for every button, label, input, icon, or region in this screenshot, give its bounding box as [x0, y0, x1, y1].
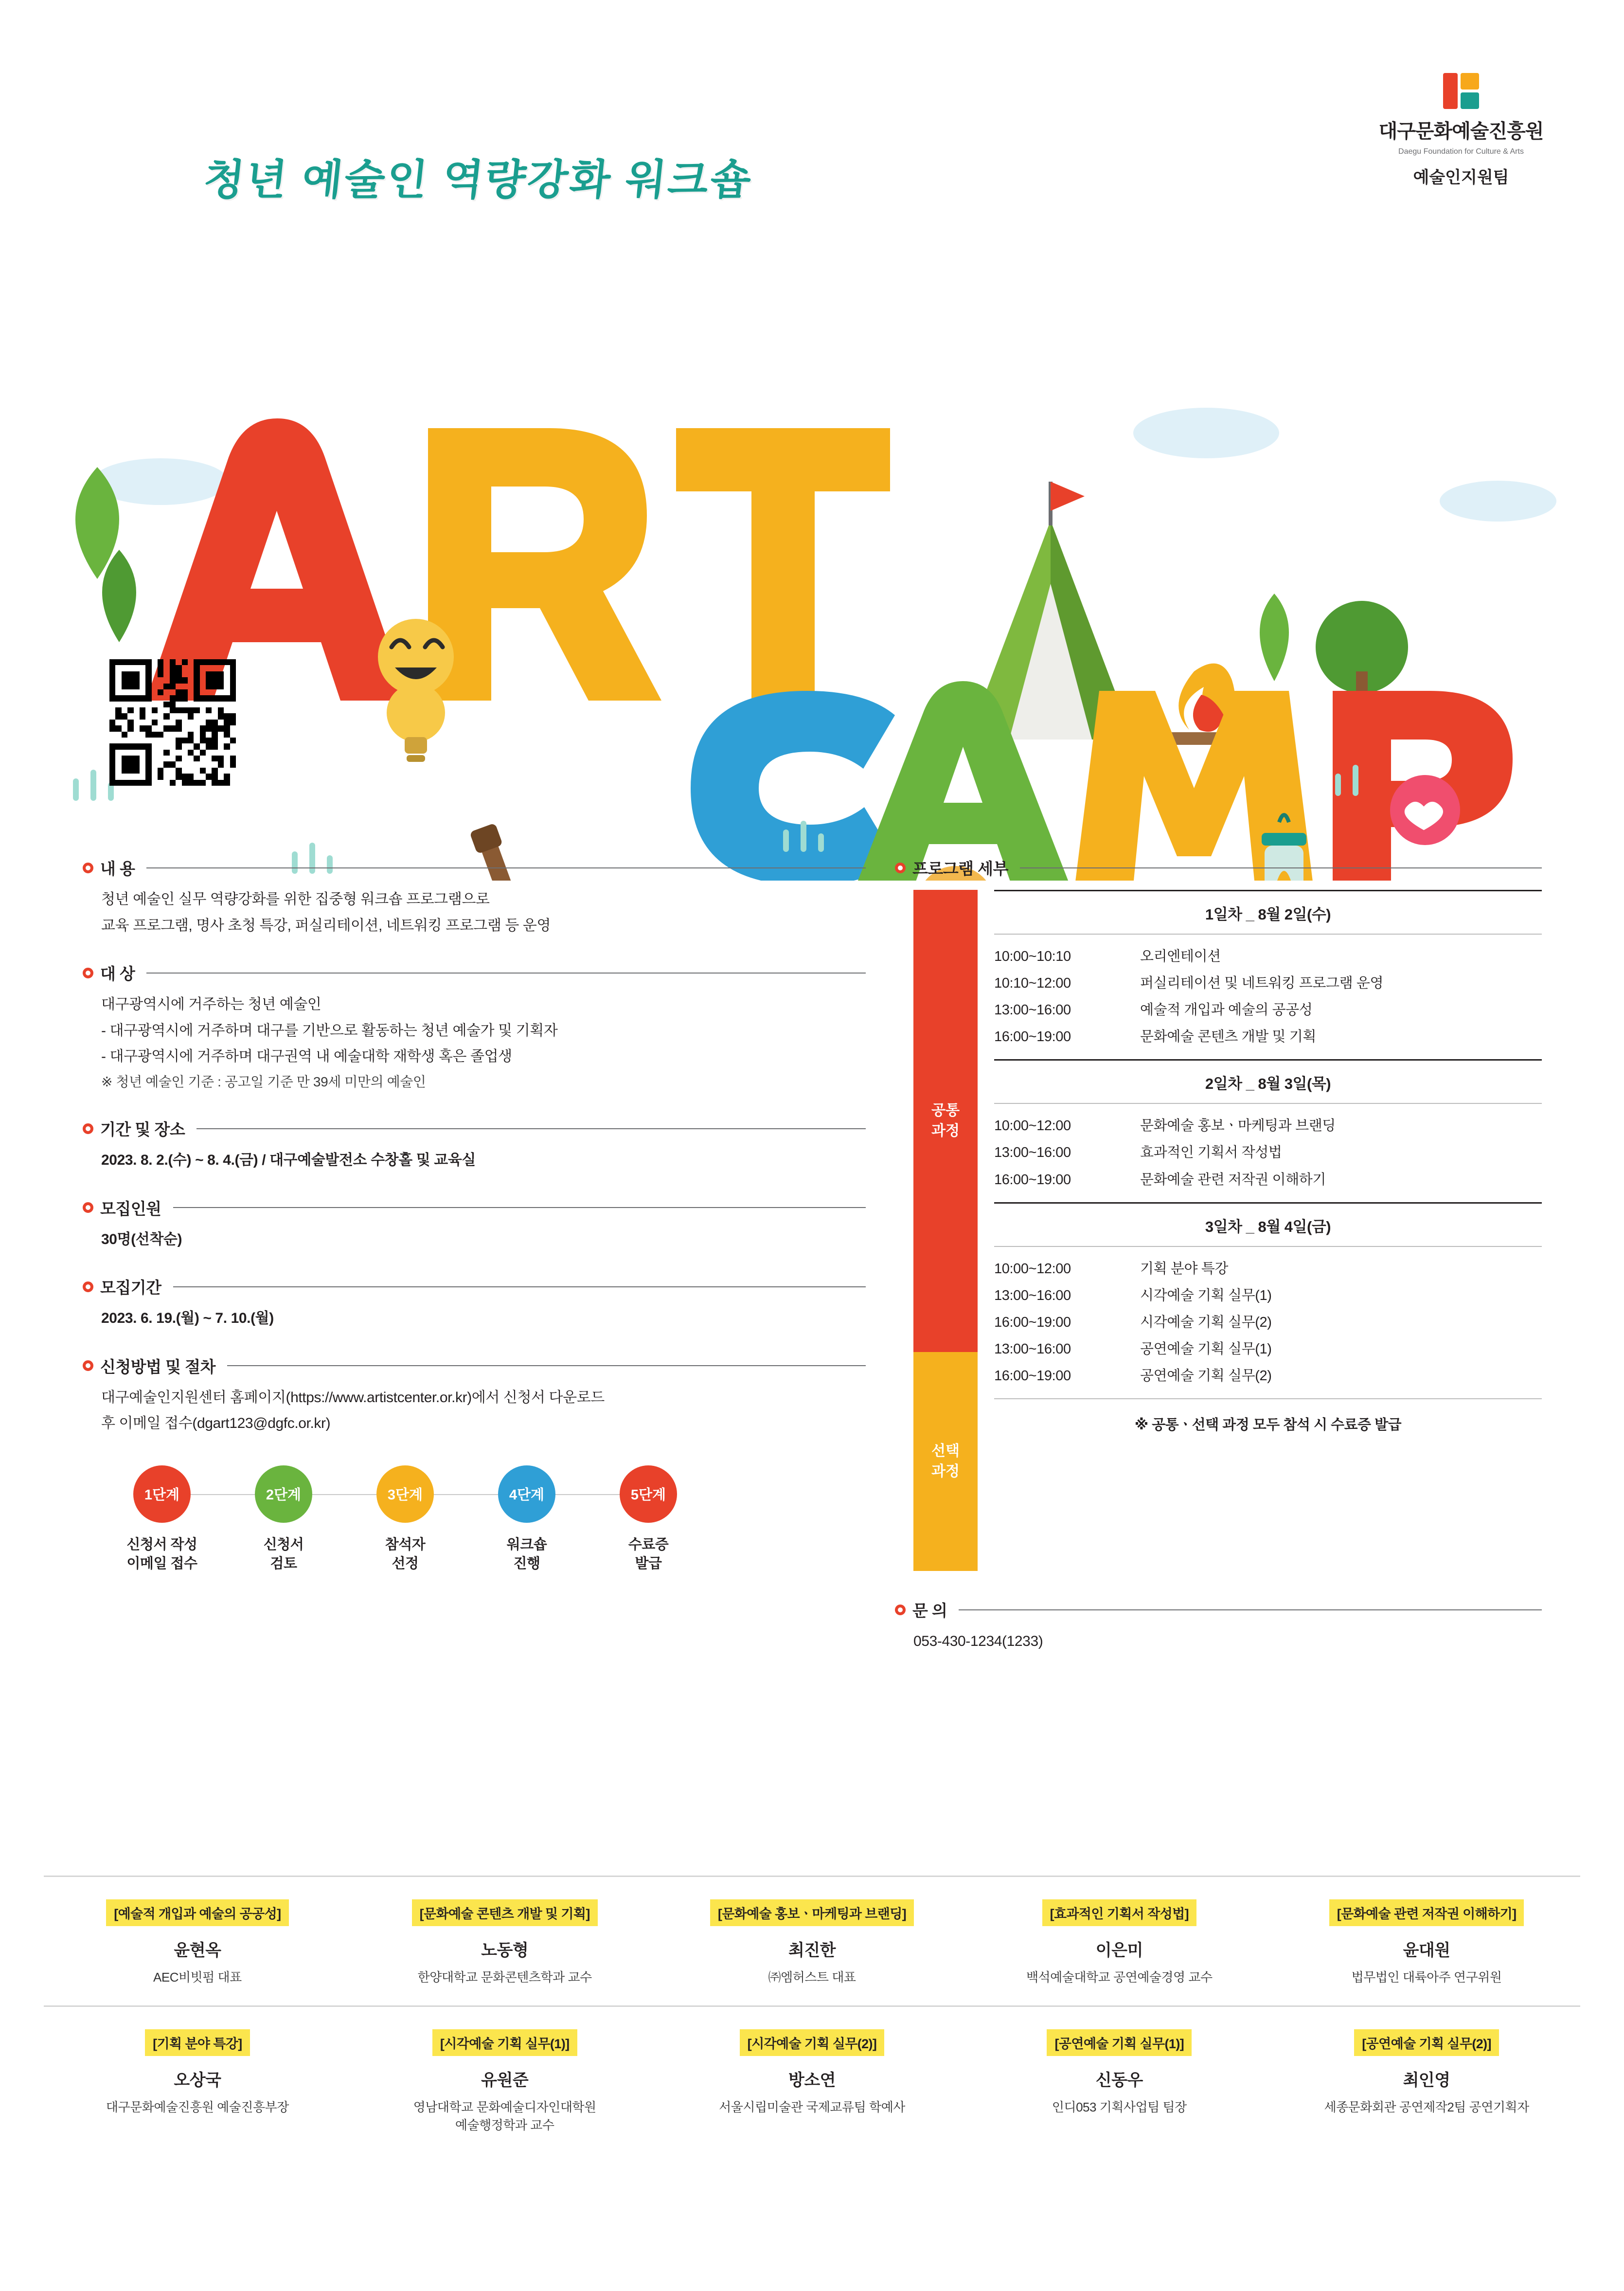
bullet-icon	[83, 1360, 93, 1371]
section-how-to-apply	[83, 1354, 866, 1434]
lecturer-name: 이은미	[1095, 1941, 1143, 1960]
section-title: 신청방법 및 절차	[100, 1357, 215, 1376]
program-column	[895, 856, 1542, 1657]
lecturers-section	[0, 1876, 1624, 2153]
program-row	[994, 1309, 1542, 1336]
program-day	[994, 1059, 1542, 1202]
program-desc: 효과적인 기획서 작성법	[1140, 1145, 1282, 1161]
lecturer-row	[0, 2007, 1624, 2153]
program-table	[913, 890, 1542, 1571]
contact-phone: 053-430-1234(1233)	[913, 1633, 1043, 1649]
program-row	[994, 1363, 1542, 1389]
section-capacity	[83, 1196, 866, 1250]
lecturer-topic-tag: [문화예술 관련 저작권 이해하기]	[1329, 1899, 1524, 1926]
section-title: 기간 및 장소	[100, 1120, 185, 1139]
divider	[959, 1609, 1542, 1610]
program-desc: 시각예술 기획 실무(2)	[1140, 1314, 1272, 1330]
program-time: 16:00~19:00	[994, 1172, 1071, 1188]
lecturer-card	[659, 2029, 966, 2134]
section-contact	[895, 1598, 1542, 1652]
application-step	[344, 1465, 466, 1573]
program-row	[994, 1024, 1542, 1050]
program-row	[994, 1282, 1542, 1309]
lecturer-affiliation: AEC비빗펌 대표	[153, 1970, 242, 1984]
lecturer-topic-tag: [공연예술 기획 실무(1)]	[1047, 2029, 1192, 2056]
lecturer-affiliation: 영남대학교 문화예술디자인대학원 예술행정학과 교수	[413, 2100, 596, 2132]
lecturer-topic-tag: [문화예술 콘텐츠 개발 및 기획]	[412, 1899, 598, 1926]
program-time: 13:00~16:00	[994, 1145, 1071, 1161]
section-line: 청년 예술인 실무 역량강화를 위한 집중형 워크숍 프로그램으로	[101, 891, 490, 907]
step-badge: 1단계	[133, 1465, 191, 1523]
step-label: 신청서 검토	[263, 1536, 304, 1571]
bullet-icon	[83, 968, 93, 978]
program-time: 13:00~16:00	[994, 1002, 1071, 1018]
lecturer-affiliation: 인디053 기획사업팀 팀장	[1052, 2100, 1187, 2115]
program-desc: 문화예술 관련 저작권 이해하기	[1140, 1172, 1326, 1188]
program-time: 16:00~19:00	[994, 1368, 1071, 1384]
lecturer-card	[965, 1899, 1273, 1986]
track-common-label: 공통 과정	[913, 890, 978, 1352]
program-desc: 공연예술 기획 실무(1)	[1140, 1341, 1272, 1357]
program-day-title: 2일차 _ 8월 3일(목)	[994, 1059, 1542, 1104]
program-desc: 기획 분야 특강	[1140, 1261, 1228, 1277]
program-day	[994, 890, 1542, 1059]
program-desc: 예술적 개입과 예술의 공공성	[1140, 1002, 1313, 1018]
step-label: 수료증 발급	[628, 1536, 669, 1571]
program-time: 10:10~12:00	[994, 975, 1071, 992]
step-badge: 3단계	[376, 1465, 434, 1523]
program-desc: 공연예술 기획 실무(2)	[1140, 1368, 1272, 1384]
program-desc: 문화예술 홍보ㆍ마케팅과 브랜딩	[1140, 1118, 1336, 1134]
section-line: 2023. 6. 19.(월) ~ 7. 10.(월)	[101, 1310, 274, 1327]
lecturer-topic-tag: [예술적 개입과 예술의 공공성]	[106, 1899, 288, 1926]
section-line: 교육 프로그램, 명사 초청 특강, 퍼실리테이션, 네트워킹 프로그램 등 운영	[101, 917, 551, 934]
application-step	[588, 1465, 709, 1573]
section-content	[83, 856, 866, 936]
program-row	[994, 997, 1542, 1024]
section-line: 대구광역시에 거주하는 청년 예술인	[101, 996, 321, 1012]
lecturer-name: 유원준	[481, 2071, 529, 2090]
lecturer-affiliation: 백석예술대학교 공연예술경영 교수	[1026, 1970, 1213, 1984]
section-target	[83, 961, 866, 1092]
bullet-icon	[83, 1202, 93, 1213]
program-note: ※ 공통ㆍ선택 과정 모두 참석 시 수료증 발급	[994, 1398, 1542, 1434]
section-title: 모집기간	[100, 1279, 161, 1297]
bullet-icon	[895, 863, 906, 873]
divider	[146, 973, 866, 974]
program-row	[994, 1336, 1542, 1363]
hero-illustration	[0, 272, 1624, 856]
program-time: 10:00~12:00	[994, 1118, 1071, 1134]
bullet-icon	[83, 1123, 93, 1134]
contact-title: 문 의	[912, 1602, 947, 1620]
program-desc: 시각예술 기획 실무(1)	[1140, 1287, 1272, 1303]
section-line: 후 이메일 접수(dgart123@dgfc.or.kr)	[101, 1415, 331, 1432]
lecturer-affiliation: 법무법인 대륙아주 연구위원	[1351, 1970, 1502, 1984]
lecturer-name: 윤대원	[1403, 1941, 1450, 1960]
section-title: 대 상	[100, 965, 135, 983]
program-days	[994, 890, 1542, 1571]
lecturer-affiliation: 서울시립미술관 국제교류팀 학예사	[719, 2100, 905, 2115]
section-period-place	[83, 1117, 866, 1171]
program-title: 프로그램 세부	[912, 860, 1008, 878]
lecturer-card	[351, 2029, 659, 2134]
step-badge: 5단계	[620, 1465, 677, 1523]
program-time: 10:00~10:10	[994, 949, 1071, 964]
program-row	[994, 970, 1542, 997]
lecturer-card	[44, 1899, 351, 1986]
step-label: 참석자 선정	[385, 1536, 426, 1571]
lecturer-topic-tag: [문화예술 홍보ㆍ마케팅과 브랜딩]	[710, 1899, 914, 1926]
lecturer-topic-tag: [시각예술 기획 실무(1)]	[432, 2029, 577, 2056]
organization-logo	[1356, 73, 1566, 188]
lecturer-affiliation: 대구문화예술진흥원 예술진흥부장	[106, 2100, 289, 2115]
organization-name: 대구문화예술진흥원	[1378, 121, 1544, 142]
organization-team: 예술인지원팀	[1413, 168, 1509, 187]
application-step	[101, 1465, 223, 1573]
section-line: 2023. 8. 2.(수) ~ 8. 4.(금) / 대구예술발전소 수창홀 및 교육실	[101, 1152, 476, 1169]
poster-kicker-title: 청년 예술인 역량강화 워크숍	[201, 157, 755, 203]
step-label: 신청서 작성 이메일 접수	[126, 1536, 197, 1571]
lecturer-affiliation: ㈜엠허스트 대표	[768, 1970, 856, 1984]
program-time: 13:00~16:00	[994, 1287, 1071, 1303]
program-row	[994, 1113, 1542, 1139]
program-row	[994, 1167, 1542, 1193]
divider	[196, 1128, 866, 1129]
program-time: 16:00~19:00	[994, 1029, 1071, 1045]
lecturer-card	[1273, 2029, 1580, 2134]
program-row	[994, 943, 1542, 970]
section-line: - 대구광역시에 거주하며 대구권역 내 예술대학 재학생 혹은 졸업생	[101, 1048, 512, 1064]
lecturer-name: 윤현옥	[174, 1941, 221, 1960]
step-badge: 4단계	[498, 1465, 555, 1523]
section-note: ※ 청년 예술인 기준 : 공고일 기준 만 39세 미만의 예술인	[101, 1074, 426, 1089]
bullet-icon	[83, 863, 93, 873]
section-title: 내 용	[100, 860, 135, 878]
lecturer-topic-tag: [기획 분야 특강]	[145, 2029, 250, 2056]
lecturer-card	[965, 2029, 1273, 2134]
lecturer-affiliation: 한양대학교 문화콘텐츠학과 교수	[417, 1970, 592, 1984]
program-desc: 오리엔테이션	[1140, 949, 1221, 964]
divider	[1020, 867, 1542, 868]
lecturer-name: 오상국	[174, 2071, 221, 2090]
lecturer-name: 노동형	[481, 1941, 529, 1960]
step-label: 워크숍 진행	[506, 1536, 547, 1571]
lecturer-card	[659, 1899, 966, 1986]
lecturer-card	[351, 1899, 659, 1986]
lecturer-topic-tag: [공연예술 기획 실무(2)]	[1354, 2029, 1499, 2056]
section-title: 모집인원	[100, 1199, 161, 1218]
lecturer-row	[0, 1877, 1624, 2005]
program-row	[994, 1256, 1542, 1282]
poster-header	[0, 0, 1624, 272]
program-desc: 문화예술 콘텐츠 개발 및 기획	[1140, 1029, 1316, 1045]
track-select-label: 선택 과정	[913, 1352, 978, 1571]
program-day-title: 1일차 _ 8월 2일(수)	[994, 890, 1542, 935]
lecturer-name: 최진한	[788, 1941, 836, 1960]
bullet-icon	[83, 1281, 93, 1292]
section-line: 30명(선착순)	[101, 1231, 182, 1247]
lecturer-card	[44, 2029, 351, 2134]
divider	[173, 1207, 866, 1208]
divider	[146, 867, 866, 868]
lecturer-topic-tag: [효과적인 기획서 작성법]	[1042, 1899, 1196, 1926]
application-step	[223, 1465, 344, 1573]
application-step	[466, 1465, 588, 1573]
art-camp-artwork	[0, 272, 1624, 881]
program-day-title: 3일차 _ 8월 4일(금)	[994, 1202, 1542, 1247]
program-time: 13:00~16:00	[994, 1341, 1071, 1357]
lecturer-name: 방소연	[788, 2071, 836, 2090]
bullet-icon	[895, 1605, 906, 1615]
program-desc: 퍼실리테이션 및 네트워킹 프로그램 운영	[1140, 975, 1384, 992]
divider	[227, 1365, 866, 1366]
lecturer-name: 신동우	[1095, 2071, 1143, 2090]
step-badge: 2단계	[255, 1465, 312, 1523]
divider	[173, 1286, 866, 1287]
program-track-labels	[913, 890, 978, 1571]
program-row	[994, 1139, 1542, 1166]
lecturer-card	[1273, 1899, 1580, 1986]
section-application-period	[83, 1275, 866, 1329]
section-line: - 대구광역시에 거주하며 대구를 기반으로 활동하는 청년 예술가 및 기획자	[101, 1022, 558, 1039]
info-column	[83, 856, 866, 1573]
lecturer-topic-tag: [시각예술 기획 실무(2)]	[740, 2029, 885, 2056]
qr-code[interactable]	[109, 659, 236, 786]
program-time: 16:00~19:00	[994, 1314, 1071, 1330]
section-line: 대구예술인지원센터 홈페이지(https://www.artistcenter.or.kr)에서 신청서 다운로드	[101, 1389, 605, 1406]
application-steps	[101, 1465, 866, 1573]
lecturer-name: 최인영	[1403, 2071, 1450, 2090]
program-time: 10:00~12:00	[994, 1261, 1071, 1277]
program-day	[994, 1202, 1542, 1398]
lecturer-affiliation: 세종문화회관 공연제작2팀 공연기획자	[1324, 2100, 1529, 2115]
organization-name-english: Daegu Foundation for Culture & Arts	[1398, 147, 1524, 156]
foundation-logo-icon	[1443, 73, 1479, 109]
